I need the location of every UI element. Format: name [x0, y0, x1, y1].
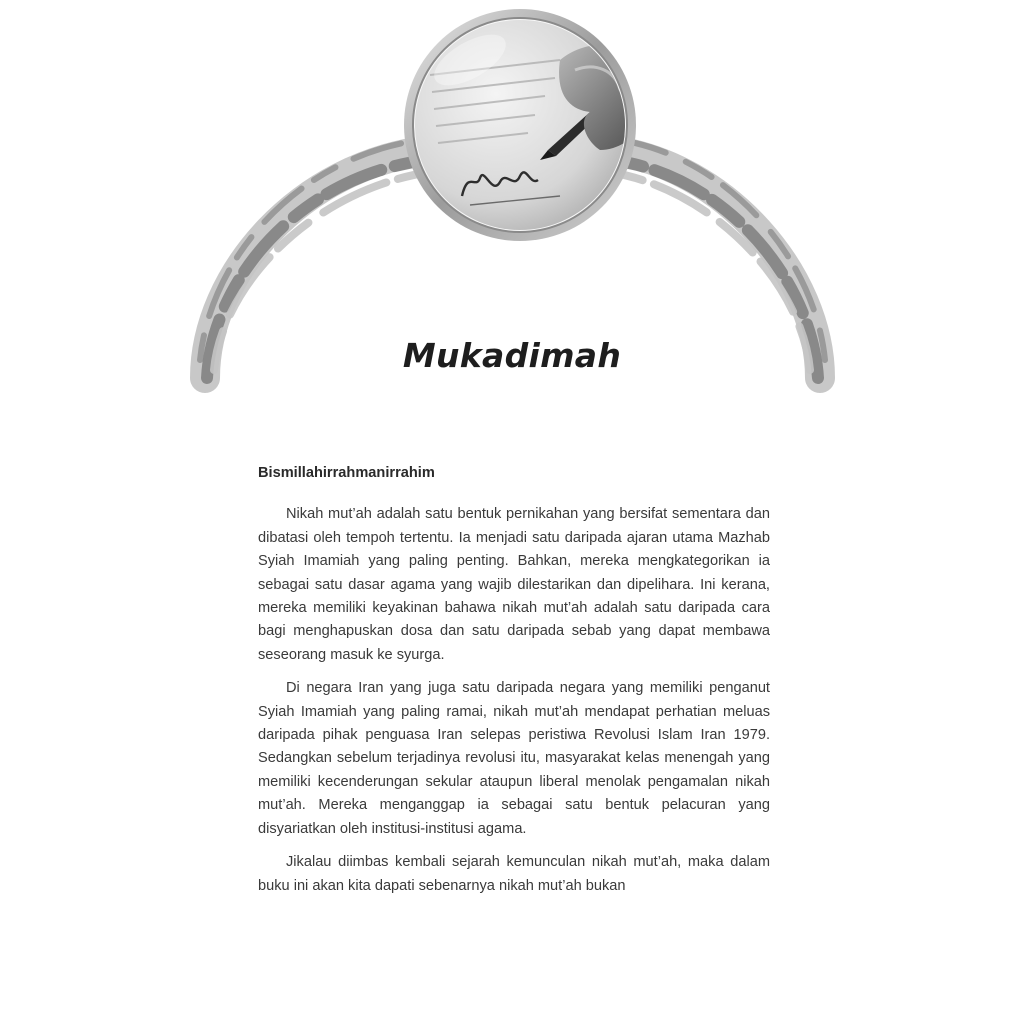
chapter-title: Mukadimah: [402, 336, 622, 375]
paragraph-2: Di negara Iran yang juga satu daripada negara yang memiliki penganut Syiah Imamiah yang paling ramai, nikah mut’ah mendapat perhatian meluas daripada pihak penguasa Iran selepas peristiwa Revolusi Islam Iran 1979. Sedangkan sebelum terjadinya revolusi itu, masyarakat kelas menengah yang memiliki kecenderungan sekular ataupun liberal menolak pengamalan nikah mut’ah. Mereka menganggap ia sebagai satu bentuk pelacuran yang disyariatkan oleh institusi-institusi agama.: [258, 680, 770, 837]
paragraph-3: Jikalau diimbas kembali sejarah kemunculan nikah mut’ah, maka dalam buku ini akan kita dapati sebenarnya nikah mut’ah bukan: [258, 854, 770, 894]
paragraph-1: Nikah mut’ah adalah satu bentuk pernikahan yang bersifat sementara dan dibatasi oleh tempoh tertentu. Ia menjadi satu daripada ajaran utama Mazhab Syiah Imamiah yang paling penting. Bahkan, mereka mengkategorikan ia sebagai satu dasar agama yang wajib dilestarikan dan dipelihara. Ini kerana, mereka memiliki keyakinan bahawa nikah mut’ah adalah satu daripada cara bagi menghapuskan dosa dan satu daripada sebab yang dapat membawa seseorang masuk ke syurga.: [258, 506, 770, 663]
lens-signing-icon: [400, 9, 651, 250]
chapter-body: [258, 462, 770, 908]
opening-line: Bismillahirrahmanirrahim: [258, 465, 435, 481]
